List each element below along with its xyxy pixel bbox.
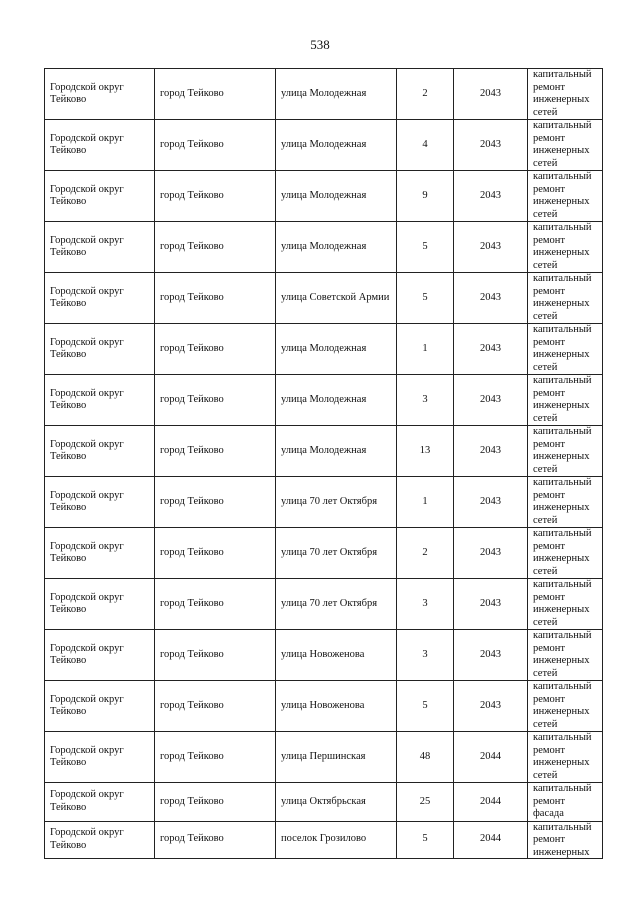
street-cell: улица 70 лет Октября (276, 579, 397, 630)
district-cell: Городской округ Тейково (45, 783, 155, 822)
house-number-cell: 3 (397, 579, 454, 630)
street-cell: улица 70 лет Октября (276, 477, 397, 528)
house-number-cell: 2 (397, 528, 454, 579)
house-number-cell: 1 (397, 477, 454, 528)
work-type-cell: капитальный ремонт инженерных сетей (528, 324, 603, 375)
year-cell: 2043 (454, 579, 528, 630)
work-type-cell (528, 821, 603, 858)
street-cell: улица Новоженова (276, 630, 397, 681)
district-cell: Городской округ Тейково (45, 324, 155, 375)
table-row (45, 477, 603, 528)
settlement-cell: город Тейково (155, 69, 276, 120)
house-number-cell: 5 (397, 273, 454, 324)
settlement-cell: город Тейково (155, 120, 276, 171)
street-cell: улица Молодежная (276, 222, 397, 273)
year-cell: 2043 (454, 426, 528, 477)
work-type-cell: капитальный ремонт инженерных сетей (528, 222, 603, 273)
street-cell: улица Першинская (276, 732, 397, 783)
street-cell: улица Молодежная (276, 120, 397, 171)
table-row (45, 821, 603, 858)
settlement-cell: город Тейково (155, 528, 276, 579)
house-number-cell: 9 (397, 171, 454, 222)
year-cell: 2043 (454, 528, 528, 579)
settlement-cell: город Тейково (155, 630, 276, 681)
repair-schedule-table (44, 68, 603, 859)
street-cell: поселок Грозилово (276, 821, 397, 858)
district-cell: Городской округ Тейково (45, 821, 155, 858)
house-number-cell: 48 (397, 732, 454, 783)
district-cell: Городской округ Тейково (45, 477, 155, 528)
table-row (45, 630, 603, 681)
work-type-cell: капитальный ремонт инженерных сетей (528, 120, 603, 171)
street-cell: улица Октябрьская (276, 783, 397, 822)
year-cell: 2044 (454, 821, 528, 858)
settlement-cell: город Тейково (155, 477, 276, 528)
street-cell: улица Советской Армии (276, 273, 397, 324)
district-cell: Городской округ Тейково (45, 171, 155, 222)
work-type-text: капитальный ремонт инженерных (533, 821, 592, 858)
settlement-cell: город Тейково (155, 783, 276, 822)
district-cell: Городской округ Тейково (45, 222, 155, 273)
settlement-cell: город Тейково (155, 732, 276, 783)
work-type-cell: капитальный ремонт инженерных сетей (528, 477, 603, 528)
table-row (45, 426, 603, 477)
street-cell: улица 70 лет Октября (276, 528, 397, 579)
house-number-cell: 5 (397, 681, 454, 732)
work-type-cell: капитальный ремонт инженерных сетей (528, 681, 603, 732)
year-cell: 2043 (454, 171, 528, 222)
work-type-cell: капитальный ремонт инженерных сетей (528, 375, 603, 426)
table-row (45, 69, 603, 120)
table-row (45, 222, 603, 273)
house-number-cell: 25 (397, 783, 454, 822)
settlement-cell: город Тейково (155, 579, 276, 630)
district-cell: Городской округ Тейково (45, 528, 155, 579)
table-row (45, 120, 603, 171)
settlement-cell: город Тейково (155, 171, 276, 222)
district-cell: Городской округ Тейково (45, 732, 155, 783)
settlement-cell: город Тейково (155, 273, 276, 324)
page-number: 538 (310, 37, 330, 52)
street-cell: улица Молодежная (276, 426, 397, 477)
work-type-cell: капитальный ремонт инженерных сетей (528, 273, 603, 324)
house-number-cell: 4 (397, 120, 454, 171)
house-number-cell: 3 (397, 375, 454, 426)
work-type-cell: капитальный ремонт инженерных сетей (528, 528, 603, 579)
table-row (45, 528, 603, 579)
street-cell: улица Молодежная (276, 171, 397, 222)
year-cell: 2043 (454, 681, 528, 732)
work-type-cell: капитальный ремонт инженерных сетей (528, 171, 603, 222)
settlement-cell: город Тейково (155, 426, 276, 477)
year-cell: 2043 (454, 273, 528, 324)
table-body (45, 69, 603, 859)
table-row (45, 579, 603, 630)
year-cell: 2043 (454, 69, 528, 120)
year-cell: 2043 (454, 120, 528, 171)
street-cell: улица Молодежная (276, 69, 397, 120)
table-row (45, 732, 603, 783)
district-cell: Городской округ Тейково (45, 69, 155, 120)
year-cell: 2044 (454, 732, 528, 783)
year-cell: 2043 (454, 630, 528, 681)
year-cell: 2044 (454, 783, 528, 822)
district-cell: Городской округ Тейково (45, 630, 155, 681)
settlement-cell: город Тейково (155, 681, 276, 732)
house-number-cell: 5 (397, 222, 454, 273)
work-type-cell: капитальный ремонт инженерных сетей (528, 732, 603, 783)
district-cell: Городской округ Тейково (45, 579, 155, 630)
work-type-cell: капитальный ремонт инженерных сетей (528, 426, 603, 477)
district-cell: Городской округ Тейково (45, 120, 155, 171)
district-cell: Городской округ Тейково (45, 426, 155, 477)
district-cell: Городской округ Тейково (45, 681, 155, 732)
settlement-cell: город Тейково (155, 821, 276, 858)
street-cell: улица Молодежная (276, 375, 397, 426)
table-row (45, 375, 603, 426)
table-row (45, 273, 603, 324)
work-type-cell: капитальный ремонт инженерных сетей (528, 630, 603, 681)
table-row (45, 324, 603, 375)
district-cell: Городской округ Тейково (45, 273, 155, 324)
street-cell: улица Молодежная (276, 324, 397, 375)
house-number-cell: 3 (397, 630, 454, 681)
year-cell: 2043 (454, 324, 528, 375)
settlement-cell: город Тейково (155, 324, 276, 375)
year-cell: 2043 (454, 375, 528, 426)
house-number-cell: 5 (397, 821, 454, 858)
district-cell: Городской округ Тейково (45, 375, 155, 426)
house-number-cell: 1 (397, 324, 454, 375)
table-row (45, 783, 603, 822)
year-cell: 2043 (454, 477, 528, 528)
street-cell: улица Новоженова (276, 681, 397, 732)
work-type-cell: капитальный ремонт фасада (528, 783, 603, 822)
work-type-cell: капитальный ремонт инженерных сетей (528, 579, 603, 630)
house-number-cell: 2 (397, 69, 454, 120)
table-row (45, 681, 603, 732)
settlement-cell: город Тейково (155, 375, 276, 426)
house-number-cell: 13 (397, 426, 454, 477)
year-cell: 2043 (454, 222, 528, 273)
settlement-cell: город Тейково (155, 222, 276, 273)
work-type-cell: капитальный ремонт инженерных сетей (528, 69, 603, 120)
table-row (45, 171, 603, 222)
